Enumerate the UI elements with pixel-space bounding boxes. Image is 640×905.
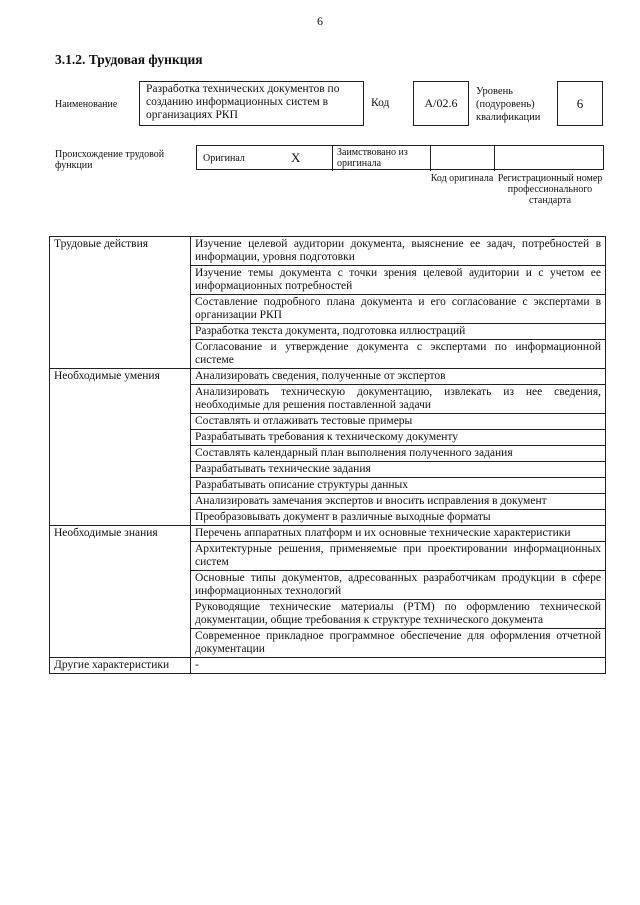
item-cell: Анализировать сведения, полученные от экспертов: [191, 369, 606, 385]
original-label: Оригинал: [203, 153, 245, 164]
origin-label: Происхождение трудовой функции: [55, 149, 165, 171]
category-cell: Другие характеристики: [50, 658, 191, 674]
item-cell: Перечень аппаратных платформ и их основные технические характеристики: [191, 526, 606, 542]
reg-number-cell: [495, 146, 603, 171]
section-title: 3.1.2. Трудовая функция: [55, 52, 203, 67]
item-cell: Анализировать замечания экспертов и вносить исправления в документ: [191, 494, 606, 510]
item-cell: Анализировать техническую документацию, извлекать из нее сведения, необходимые для решения поставленной задачи: [191, 385, 606, 414]
item-cell: Изучение целевой аудитории документа, выяснение ее задач, потребностей в информации, уровня подготовки: [191, 237, 606, 266]
item-cell: Руководящие технические материалы (РТМ) по оформлению технической документации, общие требования к структуре технического документа: [191, 600, 606, 629]
table-row: [50, 658, 606, 674]
code-original-cell: [431, 146, 495, 171]
category-cell: Необходимые умения: [50, 369, 191, 526]
original-mark: X: [291, 150, 301, 165]
name-label: Наименование: [55, 99, 118, 110]
item-cell: Разрабатывать описание структуры данных: [191, 478, 606, 494]
item-cell: Составлять и отлаживать тестовые примеры: [191, 414, 606, 430]
item-cell: Согласование и утверждение документа с экспертами по информационной системе: [191, 340, 606, 369]
code-original-caption: Код оригинала: [430, 173, 494, 184]
original-cell: [197, 146, 333, 171]
item-cell: Разрабатывать технические задания: [191, 462, 606, 478]
function-code-box: A/02.6: [413, 81, 469, 126]
item-cell: Разработка текста документа, подготовка иллюстраций: [191, 324, 606, 340]
level-box: 6: [557, 81, 603, 126]
item-cell: -: [191, 658, 606, 674]
item-cell: Современное прикладное программное обеспечение для оформления отчетной документации: [191, 629, 606, 658]
table-row: [50, 237, 606, 266]
item-cell: Составление подробного плана документа и его согласование с экспертами в организации РКП: [191, 295, 606, 324]
category-cell: Необходимые знания: [50, 526, 191, 658]
item-cell: Преобразовывать документ в различные выходные форматы: [191, 510, 606, 526]
reg-number-caption: Регистрационный номер профессионального стандарта: [497, 173, 603, 206]
item-cell: Архитектурные решения, применяемые при проектировании информационных систем: [191, 542, 606, 571]
level-label: Уровень (подуровень) квалификации: [476, 86, 541, 123]
function-name-box: Разработка технических документов по созданию информационных систем в организациях РКП: [139, 81, 364, 126]
origin-table: [196, 145, 604, 170]
category-cell: Трудовые действия: [50, 237, 191, 369]
item-cell: Составлять календарный план выполнения полученного задания: [191, 446, 606, 462]
table-row: [50, 526, 606, 542]
item-cell: Основные типы документов, адресованных разработчикам продукции в сфере информационных технологий: [191, 571, 606, 600]
borrowed-cell: [333, 146, 431, 171]
item-cell: Изучение темы документа с точки зрения целевой аудитории и с учетом ее информационных потребностей: [191, 266, 606, 295]
table-row: [50, 369, 606, 385]
page-number: 6: [317, 14, 323, 28]
code-label: Код: [371, 97, 390, 109]
borrowed-label: Заимствовано из оригинала: [337, 147, 408, 169]
item-cell: Разрабатывать требования к техническому документу: [191, 430, 606, 446]
function-details-table: [49, 236, 606, 674]
